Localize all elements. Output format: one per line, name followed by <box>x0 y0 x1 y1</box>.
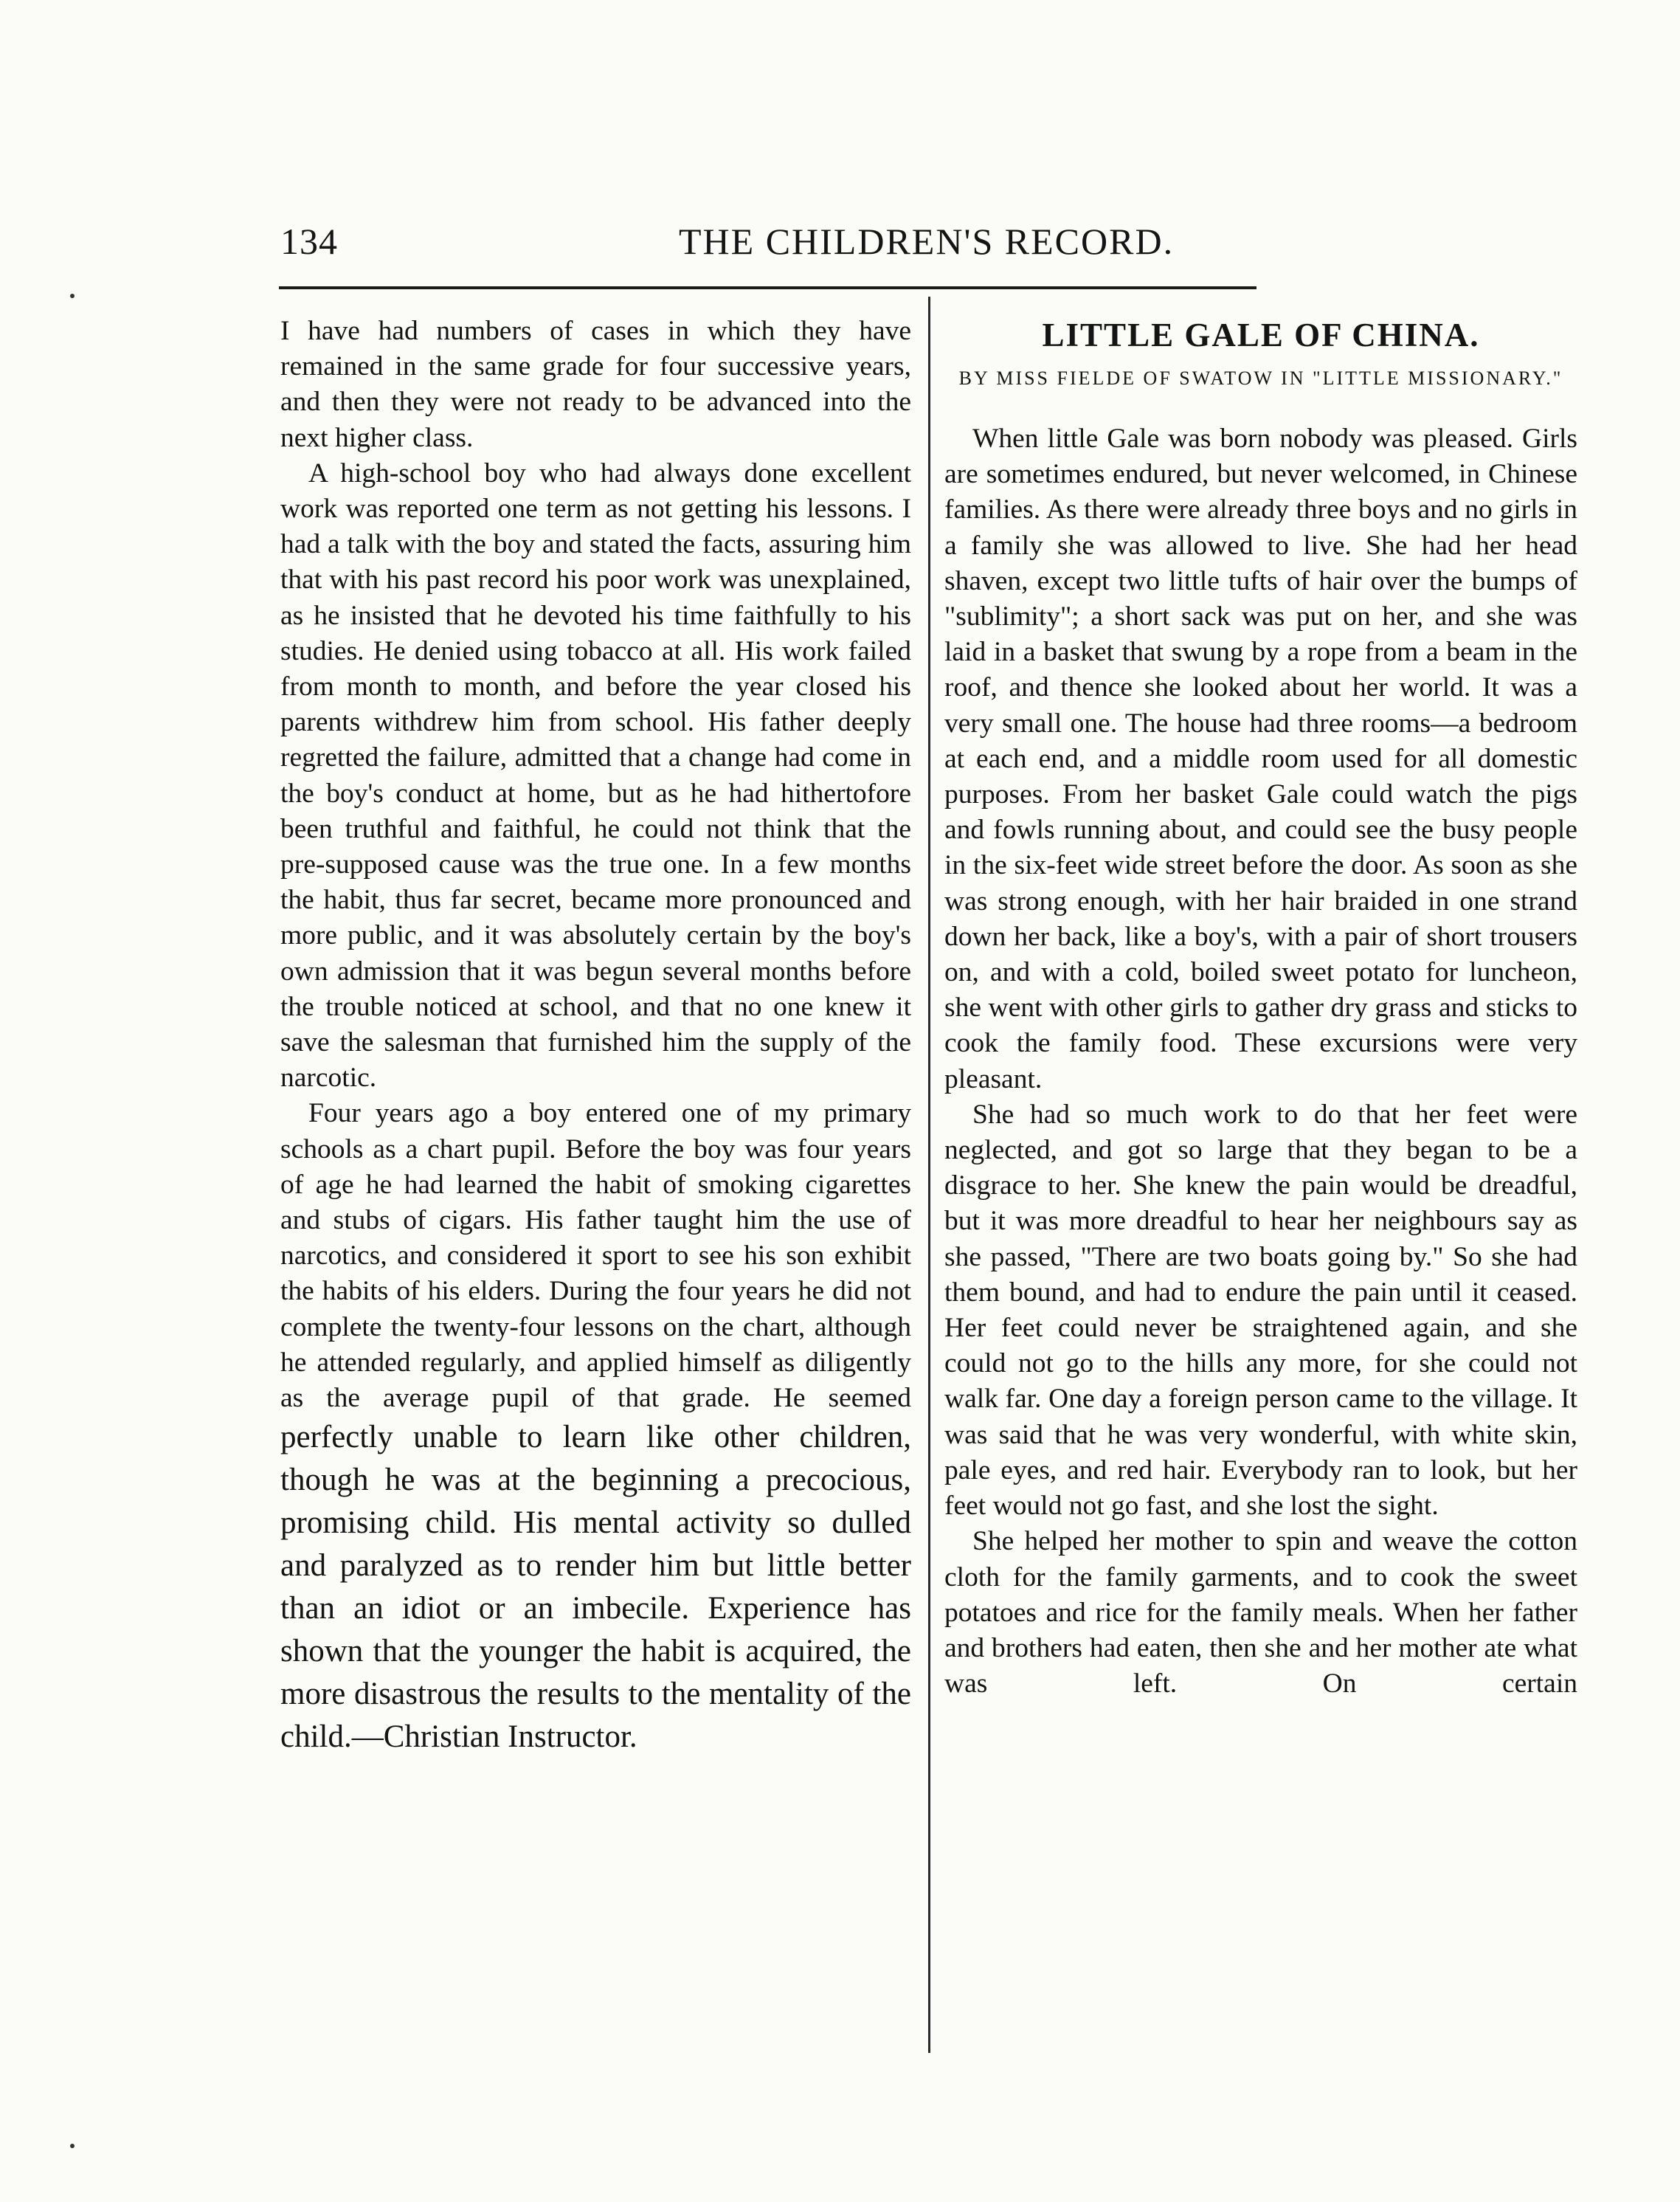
article-paragraph: Four years ago a boy entered one of my primary schools as a chart pupil. Before the boy was four years of age he had learned the habit of smoking cigarettes and stubs of cigars. His father taught him the use of narcotics, and considered it sport to see his son exhibit the habits of his elders. During the four years he did not complete the twenty-four lessons on the chart, although he attended regularly, and applied himself as diligently as the average pupil of that grade. He seemed <box>280 1098 911 1414</box>
article-byline: BY MISS FIELDE OF SWATOW IN "LITTLE MISSIONARY." <box>958 367 1563 389</box>
left-column <box>280 314 911 1759</box>
running-title: THE CHILDREN'S RECORD. <box>679 221 1175 262</box>
margin-speck <box>70 2144 75 2148</box>
article-paragraph: A high-school boy who had always done excellent work was reported one term as not getting his lessons. I had a talk with the boy and stated the facts, assuring him that with his past record his poor work was unexplained, as he insisted that he devoted his time faithfully to his studies. He denied using tobacco at all. His work failed from month to month, and before the year closed his parents withdrew him from school. His father deeply regretted the failure, admitted that a change had come in the boy's conduct at home, but as he had hithertofore been truthful and faithful, he could not think that the pre-supposed cause was the true one. In a few months the habit, thus far secret, became more pronounced and more public, and it was absolutely certain by the boy's own admission that it was begun several months before the trouble noticed at school, and that no one knew it save the salesman that furnished him the supply of the narcotic. <box>280 458 911 1094</box>
article-paragraph-continued: perfectly unable to learn like other children, though he was at the beginning a precocious, promising child. His mental activity so dulled and paralyzed as to render him but little better than an idiot or an imbecile. Experience has shown that the younger the habit is acquired, the more disastrous the results to the mentality of the child.—Christian Instructor. <box>280 1420 911 1755</box>
page-header <box>280 220 1254 272</box>
header-rule <box>279 286 1256 289</box>
article-paragraph: I have had numbers of cases in which they have remained in the same grade for four successive years, and then they were not ready to be advanced into the next higher class. <box>280 316 911 453</box>
article-paragraph: She had so much work to do that her feet were neglected, and got so large that they began to be a disgrace to her. She knew the pain would be dreadful, but it was more dreadful to hear her neighbours say as she passed, "There are two boats going by." So she had them bound, and had to endure the pain until it ceased. Her feet could never be straightened again, and she could not go to the hills any more, for she could not walk far. One day a foreign person came to the village. It was said that he was very wonderful, with white skin, pale eyes, and red hair. Everybody ran to look, but her feet would not go fast, and she lost the sight. <box>944 1099 1577 1522</box>
article-title: LITTLE GALE OF CHINA. <box>1042 317 1480 353</box>
margin-speck <box>70 294 75 298</box>
article-paragraph: She helped her mother to spin and weave the cotton cloth for the family garments, and to cook the sweet potatoes and rice for the family meals. When her father and brothers had eaten, then she and her mother ate what was left. On certain <box>944 1526 1577 1699</box>
page-number: 134 <box>280 221 338 262</box>
column-divider <box>928 297 930 2053</box>
article-paragraph: When little Gale was born nobody was pleased. Girls are sometimes endured, but never welcomed, in Chinese families. As there were already three boys and no girls in a family she was allowed to live. She had her head shaven, except two little tufts of hair over the bumps of "sublimity"; a short sack was put on her, and she was laid in a basket that swung by a rope from a beam in the roof, and thence she looked about her world. It was a very small one. The house had three rooms—a bedroom at each end, and a middle room used for all domestic purposes. From her basket Gale could watch the pigs and fowls running about, and could see the busy people in the six-feet wide street before the door. As soon as she was strong enough, with her hair braided in one strand down her back, like a boy's, with a pair of short trousers on, and with a cold, boiled sweet potato for luncheon, she went with other girls to gather dry grass and sticks to cook the family food. These excursions were very pleasant. <box>944 424 1577 1094</box>
right-column <box>944 314 1577 1702</box>
